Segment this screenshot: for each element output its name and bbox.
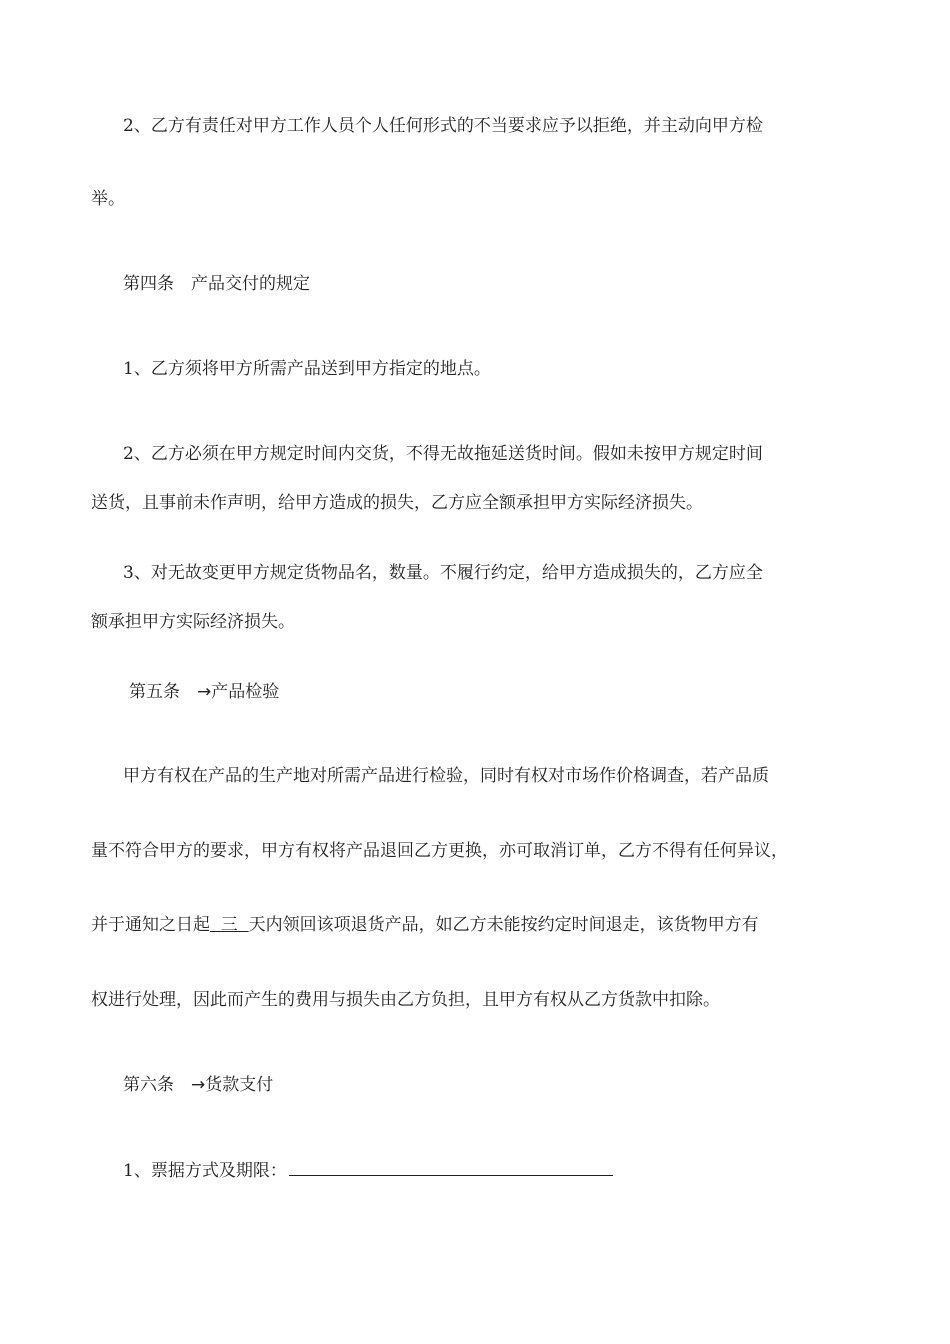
payment-terms-label: 1、票据方式及期限： bbox=[123, 1161, 287, 1181]
article-4-item-1: 1、乙方须将甲方所需产品送到甲方指定的地点。 bbox=[123, 359, 491, 379]
article-4-item-3-line-1: 3、对无故变更甲方规定货物品名，数量。不履行约定，给甲方造成损失的，乙方应全 bbox=[123, 563, 763, 583]
payment-terms-blank[interactable] bbox=[289, 1157, 613, 1176]
article-6-heading: 第六条 →货款支付 bbox=[123, 1075, 274, 1095]
article-6-item-1 bbox=[123, 1157, 613, 1183]
article-4-item-3-line-2: 额承担甲方实际经济损失。 bbox=[91, 612, 295, 632]
article-5-para-line-2: 量不符合甲方的要求，甲方有权将产品退回乙方更换，亦可取消订单，乙方不得有任何异议， bbox=[91, 841, 788, 861]
clause-3-item-2-line-2: 举。 bbox=[91, 189, 125, 209]
article-5-para-line-1: 甲方有权在产品的生产地对所需产品进行检验，同时有权对市场作价格调查，若产品质 bbox=[123, 766, 769, 786]
article-5-heading: 第五条 →产品检验 bbox=[129, 682, 280, 702]
article-5-notice-suffix: 天内领回该项退货产品，如乙方未能按约定时间退走，该货物甲方有 bbox=[248, 915, 759, 935]
article-5-notice-prefix: 并于通知之日起 bbox=[91, 915, 210, 935]
article-4-item-2-line-1: 2、乙方必须在甲方规定时间内交货，不得无故拖延送货时间。假如未按甲方规定时间 bbox=[123, 444, 763, 464]
clause-3-item-2-line-1: 2、乙方有责任对甲方工作人员个人任何形式的不当要求应予以拒绝，并主动向甲方检 bbox=[123, 116, 763, 136]
article-5-para-line-4: 权进行处理，因此而产生的费用与损失由乙方负担，且甲方有权从乙方货款中扣除。 bbox=[91, 990, 720, 1010]
return-days-value: 三 bbox=[210, 915, 249, 935]
article-5-para-line-3 bbox=[91, 913, 759, 937]
article-4-item-2-line-2: 送货，且事前未作声明，给甲方造成的损失，乙方应全额承担甲方实际经济损失。 bbox=[91, 493, 703, 513]
article-4-heading: 第四条 产品交付的规定 bbox=[123, 274, 310, 294]
